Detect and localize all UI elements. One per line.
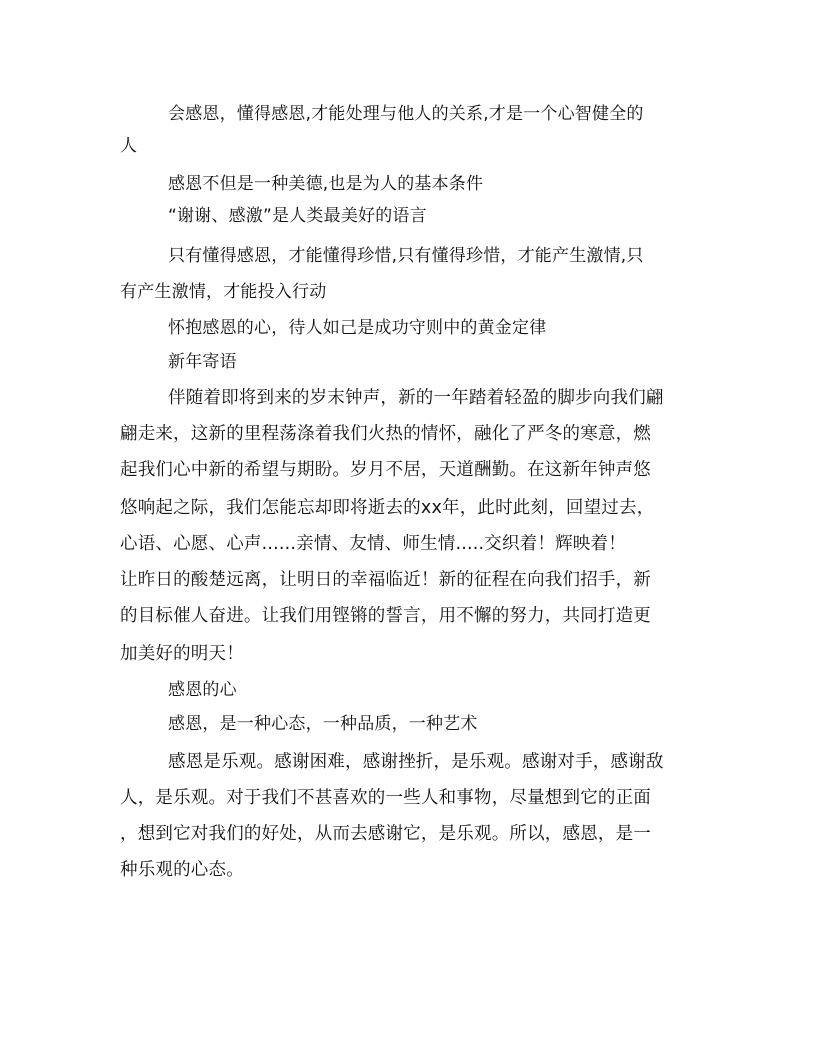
- text-line: 让昨日的酸楚远离，让明日的幸福临近！新的征程在向我们招手，新: [120, 570, 651, 590]
- text-line: 伴随着即将到来的岁末钟声，新的一年踏着轻盈的脚步向我们翩: [168, 388, 664, 408]
- text-line: 加美好的明天！: [120, 644, 244, 664]
- text-line: “谢谢、感激”是人类最美好的语言: [168, 206, 427, 226]
- text-line: 人，是乐观。对于我们不甚喜欢的一些人和事物，尽量想到它的正面: [120, 788, 651, 808]
- section-heading: 新年寄语: [168, 352, 237, 372]
- text-line: 人: [120, 136, 138, 156]
- text-line: ，想到它对我们的好处，从而去感谢它，是乐观。所以，感恩，是一: [120, 824, 651, 844]
- text-line: 悠响起之际，我们怎能忘却即将逝去的xx年，此时此刻，回望过去，: [120, 498, 655, 518]
- text-line: 感恩不但是一种美德,也是为人的基本条件: [168, 174, 484, 194]
- text-line: 种乐观的心态。: [120, 860, 244, 880]
- text-line: 只有懂得感恩，才能懂得珍惜,只有懂得珍惜，才能产生激情,只: [168, 246, 644, 266]
- text-line: 的目标催人奋进。让我们用铿锵的誓言，用不懈的努力，共同打造更: [120, 606, 651, 626]
- text-line: 会感恩，懂得感恩,才能处理与他人的关系,才是一个心智健全的: [168, 104, 644, 124]
- section-heading: 感恩的心: [168, 680, 237, 700]
- text-line: 心语、心愿、心声......亲情、友情、师生情.....交织着！辉映着！: [120, 534, 626, 554]
- text-line: 怀抱感恩的心，待人如己是成功守则中的黄金定律: [168, 318, 547, 338]
- text-line: 感恩，是一种心态，一种品质，一种艺术: [168, 714, 478, 734]
- text-line: 有产生激情，才能投入行动: [120, 282, 327, 302]
- text-line: 起我们心中新的希望与期盼。岁月不居，天道酬勤。在这新年钟声悠: [120, 460, 651, 480]
- text-line: 翩走来，这新的里程荡涤着我们火热的情怀，融化了严冬的寒意，燃: [120, 424, 651, 444]
- text-line: 感恩是乐观。感谢困难，感谢挫折，是乐观。感谢对手，感谢敌: [168, 752, 664, 772]
